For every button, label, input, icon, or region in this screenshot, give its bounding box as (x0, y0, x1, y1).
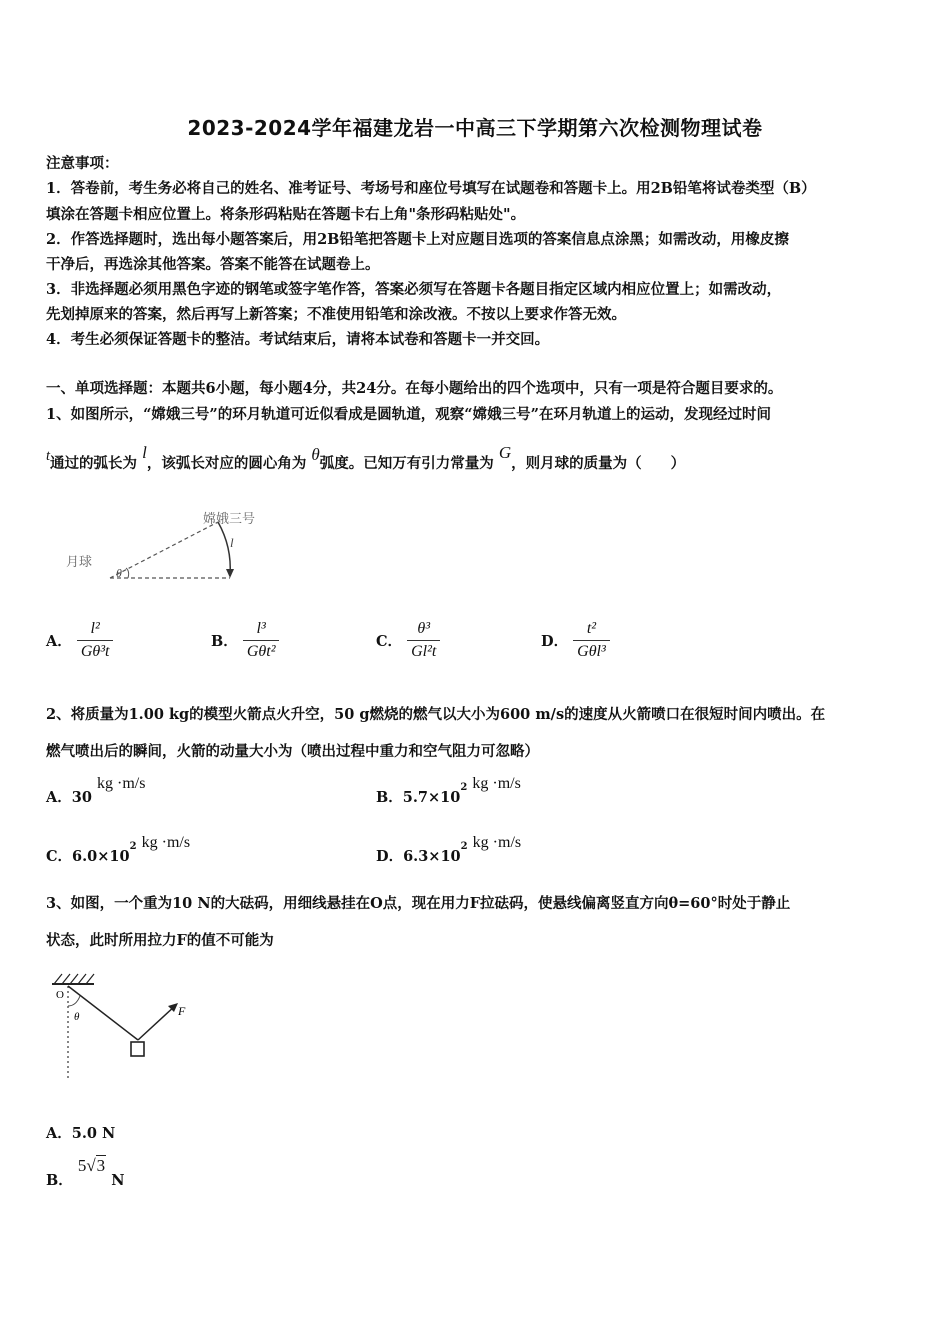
var-G: G (498, 443, 512, 462)
q3-line2: 状态，此时所用拉力F的值不可能为 (46, 932, 274, 949)
q1-option-b[interactable] (211, 620, 279, 661)
frac-num: θ³ (407, 620, 440, 641)
option-value: 6.0×10 (72, 848, 130, 865)
option-unit: kg ·m/s (472, 775, 521, 792)
option-unit: N (111, 1172, 125, 1189)
option-letter: A． (46, 789, 72, 806)
label-O: O (56, 989, 64, 1001)
option-exponent: 2 (460, 782, 468, 794)
option-letter: B． (376, 789, 403, 806)
q3-line1: 3、如图，一个重为10 N的大砝码，用细线悬挂在O点，现在用力F拉砝码，使悬线偏离竖直方向θ=60°时处于静止 (46, 895, 791, 912)
page-title: 2023-2024学年福建龙岩一中高三下学期第六次检测物理试卷 (187, 116, 763, 140)
option-value: 30 (71, 789, 92, 806)
option-letter: C． (376, 633, 403, 650)
notice-line: 3．非选择题必须用黑色字迹的钢笔或签字笔作答，答案必须写在答题卡各题目指定区域内相应位置上；如需改动， (46, 281, 782, 298)
q1-text: ，则月球的质量为（ ） (511, 455, 686, 472)
q1-line1: 1、如图所示，“嫦娥三号”的环月轨道可近似看成是圆轨道，观察“嫦娥三号”在环月轨道上的运动，发现经过时间 (46, 406, 771, 423)
frac-den: Gθl³ (577, 643, 606, 660)
option-unit: kg ·m/s (97, 775, 146, 792)
q3-force-figure (46, 970, 206, 1085)
q1-orbit-figure (60, 505, 280, 585)
q1-text: 弧度。已知万有引力常量为 (319, 455, 494, 472)
option-value: 5.7×10 (402, 789, 461, 806)
option-letter: D． (376, 848, 404, 865)
option-letter: C． (46, 848, 73, 865)
option-letter: A． (46, 1125, 72, 1142)
ceiling-hatch (54, 974, 94, 984)
option-letter: B． (211, 633, 238, 650)
notice-line: 干净后，再选涂其他答案。答案不能答在试题卷上。 (46, 256, 380, 273)
arc-path (218, 522, 230, 575)
angle-arc (126, 568, 129, 578)
frac-num: l³ (243, 620, 280, 641)
option-unit: kg ·m/s (472, 834, 522, 851)
option-exponent: 2 (460, 841, 468, 853)
option-exponent: 2 (129, 841, 137, 853)
option-value: 5.0 N (71, 1125, 116, 1142)
q3-option-b[interactable] (46, 1155, 125, 1189)
sqrt-radicand: 3 (96, 1156, 106, 1175)
var-l: l (142, 443, 147, 462)
label-F: F (178, 1004, 186, 1018)
label-theta: θ (74, 1011, 80, 1023)
notice-line: 4．考生必须保证答题卡的整洁。考试结束后，请将本试卷和答题卡一并交回。 (46, 331, 550, 348)
q1-line2 (46, 443, 686, 473)
option-unit: kg ·m/s (141, 834, 191, 851)
q1-option-d[interactable] (541, 620, 610, 661)
frac-num: l² (77, 620, 114, 641)
frac-den: Gθ³t (80, 643, 110, 660)
option-value: 6.3×10 (403, 848, 461, 865)
notice-line: 先划掉原来的答案，然后再写上新答案；不准使用铅笔和涂改液。不按以上要求作答无效。 (46, 306, 626, 323)
arc-arrow-icon (226, 569, 234, 578)
weight-block (131, 1042, 144, 1056)
q1-text: 通过的弧长为 (50, 455, 138, 472)
sqrt-icon: √ (86, 1156, 96, 1175)
angle-arc (68, 996, 80, 1006)
sqrt-coef: 5 (77, 1156, 87, 1175)
force-line (138, 1005, 176, 1040)
q2-option-a[interactable] (46, 772, 146, 806)
frac-num: t² (573, 620, 610, 641)
label-theta: θ (116, 566, 122, 580)
q1-option-a[interactable] (46, 620, 113, 661)
label-l: l (230, 535, 234, 550)
frac-den: Gθt² (246, 643, 276, 660)
option-letter: A． (46, 633, 72, 650)
label-moon: 月球 (66, 555, 93, 570)
option-letter: B． (46, 1172, 73, 1189)
option-letter: D． (541, 633, 569, 650)
section-heading: 一、单项选择题：本题共6小题，每小题4分，共24分。在每小题给出的四个选项中，只有一项是符合题目要求的。 (46, 380, 783, 397)
var-t: t (46, 448, 51, 464)
notice-line: 2．作答选择题时，选出每小题答案后，用2B铅笔把答题卡上对应题目选项的答案信息点涂黑；如需改动，用橡皮擦 (46, 231, 789, 248)
frac-den: Gl²t (411, 643, 437, 660)
label-satellite: 嫦娥三号 (203, 512, 256, 527)
sqrt-expression (78, 1155, 106, 1175)
q3-option-a[interactable] (46, 1122, 115, 1143)
var-theta: θ (311, 445, 320, 464)
q2-line1: 2、将质量为1.00 kg的模型火箭点火升空，50 g燃烧的燃气以大小为600 m/s的速度从火箭喷口在很短时间内喷出。在 (46, 706, 826, 723)
notice-line: 填涂在答题卡相应位置上。将条形码粘贴在答题卡右上角"条形码粘贴处"。 (46, 206, 526, 223)
notice-line: 1．答卷前，考生务必将自己的姓名、准考证号、考场号和座位号填写在试题卷和答题卡上。用2B铅笔将试卷类型（B） (46, 180, 816, 197)
q1-text: ，该弧长对应的圆心角为 (146, 455, 307, 472)
q1-option-c[interactable] (376, 620, 440, 661)
radius-line-satellite (110, 522, 218, 578)
notice-heading: 注意事项： (46, 155, 119, 172)
q2-line2: 燃气喷出后的瞬间，火箭的动量大小为（喷出过程中重力和空气阻力可忽略） (46, 743, 539, 760)
